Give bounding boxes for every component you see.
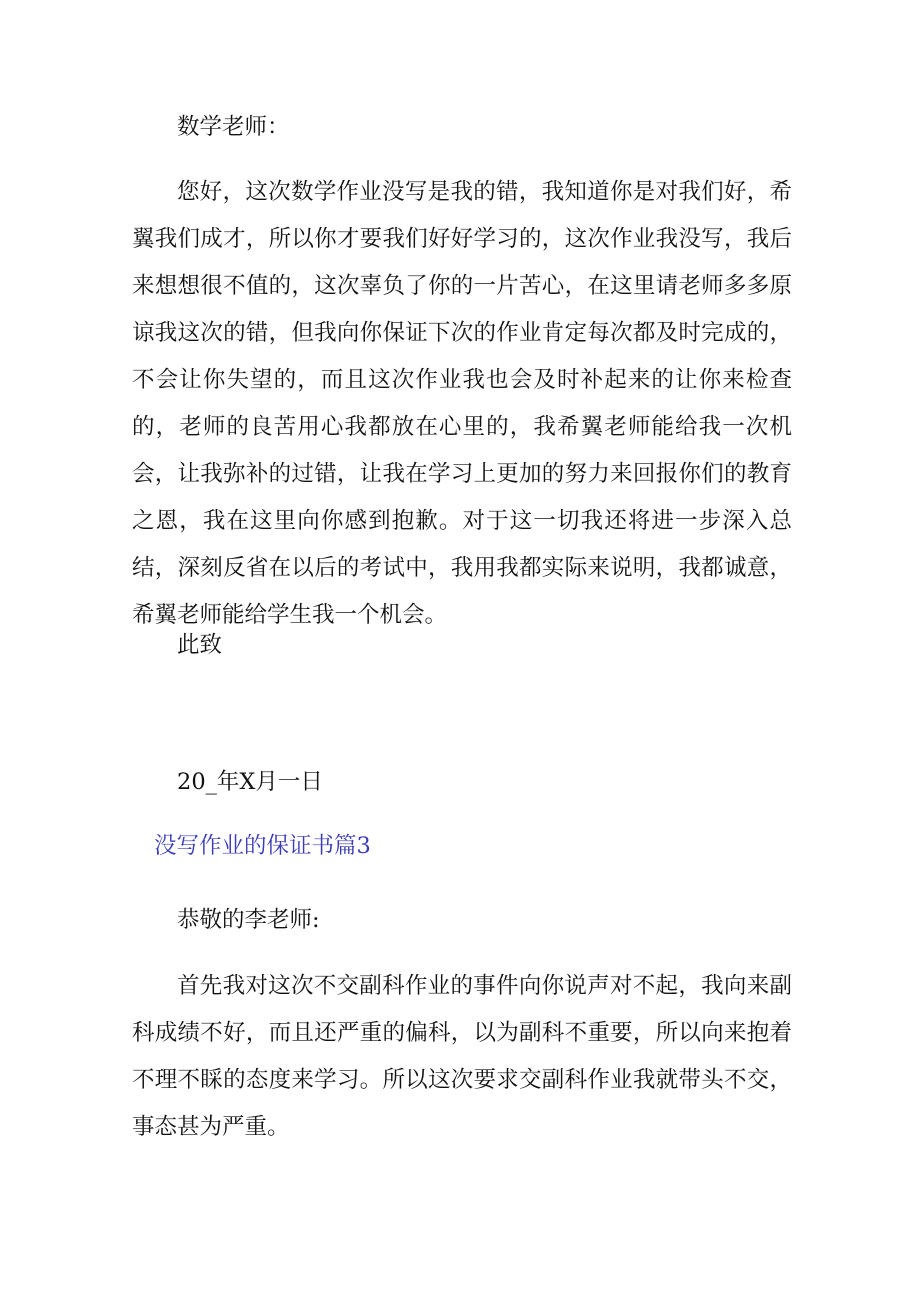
letter2-body: 首先我对这次不交副科作业的事件向你说声对不起，我向来副科成绩不好，而且还严重的偏科，以为副科不重要，所以向来抱着不理不睬的态度来学习。所以这次要求交副科作业我就带头不交，事态甚为严重。 xyxy=(132,973,792,1140)
letter1-closing: 此致 xyxy=(177,632,223,658)
section-title: 没写作业的保证书篇3 xyxy=(154,833,371,859)
letter1-date: 20_年X月一日 xyxy=(177,769,323,795)
letter1-body: 您好，这次数学作业没写是我的错，我知道你是对我们好，希翼我们成才，所以你才要我们好好学习的，这次作业我没写，我后来想想很不值的，这次辜负了你的一片苦心，在这里请老师多多原谅我这次的错，但我向你保证下次的作业肯定每次都及时完成的，不会让你失望的，而且这次作业我也会及时补起来的让你来检查的，老师的良苦用心我都放在心里的，我希翼老师能给我一次机会，让我弥补的过错，让我在学习上更加的努力来回报你们的教育之恩，我在这里向你感到抱歉。对于这一切我还将进一步深入总结，深刻反省在以后的考试中，我用我都实际来说明，我都诚意，希翼老师能给学生我一个机会。 xyxy=(132,179,792,628)
letter2-salutation: 恭敬的李老师: xyxy=(177,907,320,933)
letter1-salutation: 数学老师： xyxy=(177,114,290,140)
